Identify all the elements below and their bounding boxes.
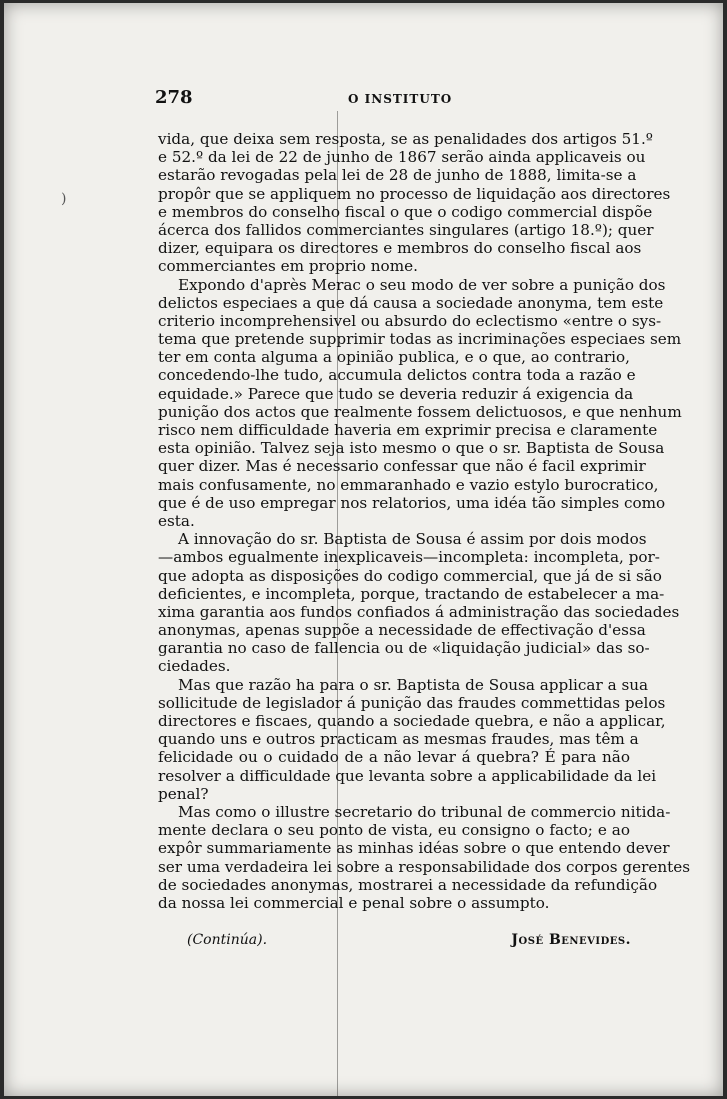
text-line: vida, que deixa sem resposta, se as penalidades dos artigos 51.º (158, 130, 653, 148)
text-line: garantia no caso de fallencia ou de «liquidação judicial» das so- (158, 639, 650, 658)
signature-row (187, 932, 631, 952)
text-line: mente declara o seu ponto de vista, eu consigno o facto; e ao (158, 821, 630, 840)
text-line: directores e fiscaes, quando a sociedade quebra, e não a applicar, (158, 712, 666, 730)
text-line: e membros do conselho fiscal o que o codigo commercial dispõe (158, 202, 653, 221)
text-line: sollicitude de legislador á punição das fraudes commettidas pelos (158, 693, 666, 712)
text-line: ácerca dos fallidos commerciantes singulares (artigo 18.º); quer (158, 220, 654, 239)
text-line: quando uns e outros practicam as mesmas fraudes, mas têm a (158, 730, 639, 749)
margin-bracket-mark: ) (61, 191, 67, 207)
text-line: dizer, equipara os directores e membros do conselho fiscal aos (158, 239, 642, 258)
text-line: Mas como o illustre secretario do tribunal de commercio nitida- (178, 802, 671, 821)
text-line: equidade.» Parece que tudo se deveria reduzir á exigencia da (158, 384, 634, 403)
text-line: Expondo d'après Merac o seu modo de ver sobre a punição dos (178, 275, 666, 294)
text-line: expôr summariamente as minhas idéas sobre o que entendo dever (158, 839, 670, 858)
text-line: punição dos actos que realmente fossem delictuosos, e que nenhum (158, 402, 682, 421)
text-line: ser uma verdadeira lei sobre a responsabilidade dos corpos gerentes (158, 857, 691, 876)
text-line: resolver a difficuldade que levanta sobre a applicabilidade da lei (158, 766, 657, 785)
text-line: risco nem difficuldade haveria em exprimir precisa e claramente (158, 421, 658, 439)
text-line: penal? (158, 784, 209, 803)
text-line: felicidade ou o cuidado de a não levar á quebra? É para não (158, 748, 630, 767)
text-line: esta opinião. Talvez seja isto mesmo o que o sr. Baptista de Sousa (158, 439, 665, 458)
text-line: quer dizer. Mas é necessario confessar que não é facil exprimir (158, 457, 646, 476)
text-line: delictos especiaes a que dá causa a sociedade anonyma, tem este (158, 293, 664, 312)
page-header (155, 87, 635, 115)
page-number: 278 (155, 87, 193, 108)
text-line: tema que pretende supprimir todas as incriminações especiaes sem (158, 330, 682, 349)
text-line: que é de uso empregar nos relatorios, uma idéa tão simples como (158, 493, 666, 512)
body-text (158, 130, 691, 912)
text-line: que adopta as disposições do codigo commercial, que já de si são (158, 566, 662, 585)
text-line: de sociedades anonymas, mostrarei a necessidade da refundição (158, 875, 658, 894)
text-line: xima garantia aos fundos confiados á administração das sociedades (158, 602, 680, 621)
text-line: ter em conta alguma a opinião publica, e o que, ao contrario, (158, 348, 630, 367)
text-line: esta. (158, 511, 195, 530)
text-line: —ambos egualmente inexplicaveis—incompleta: incompleta, por- (158, 548, 660, 567)
continued-note: (Continúa). (187, 932, 268, 948)
text-line: deficientes, e incompleta, porque, tractando de estabelecer a ma- (158, 584, 665, 603)
text-line: ciedades. (158, 657, 231, 676)
text-line: da nossa lei commercial e penal sobre o assumpto. (158, 893, 550, 912)
text-line: concedendo-lhe tudo, accumula delictos contra toda a razão e (158, 366, 636, 385)
text-line: propôr que se appliquem no processo de liquidação aos directores (158, 184, 671, 203)
text-line: commerciantes em proprio nome. (158, 257, 418, 276)
text-line: A innovação do sr. Baptista de Sousa é assim por dois modos (178, 530, 647, 549)
text-line: estarão revogadas pela lei de 28 de junho de 1888, limita-se a (158, 166, 637, 185)
text-line: criterio incomprehensivel ou absurdo do eclectismo «entre o sys- (158, 311, 662, 330)
text-line: Mas que razão ha para o sr. Baptista de Sousa applicar a sua (178, 675, 649, 694)
text-line: mais confusamente, no emmaranhado e vazio estylo burocratico, (158, 475, 659, 494)
text-line: e 52.º da lei de 22 de junho de 1867 serão ainda applicaveis ou (158, 148, 646, 167)
author-signature: José Benevides. (511, 932, 631, 948)
text-line: anonymas, apenas suppõe a necessidade de effectivação d'essa (158, 621, 646, 640)
running-title: O INSTITUTO (348, 92, 453, 106)
document-page (4, 3, 723, 1096)
